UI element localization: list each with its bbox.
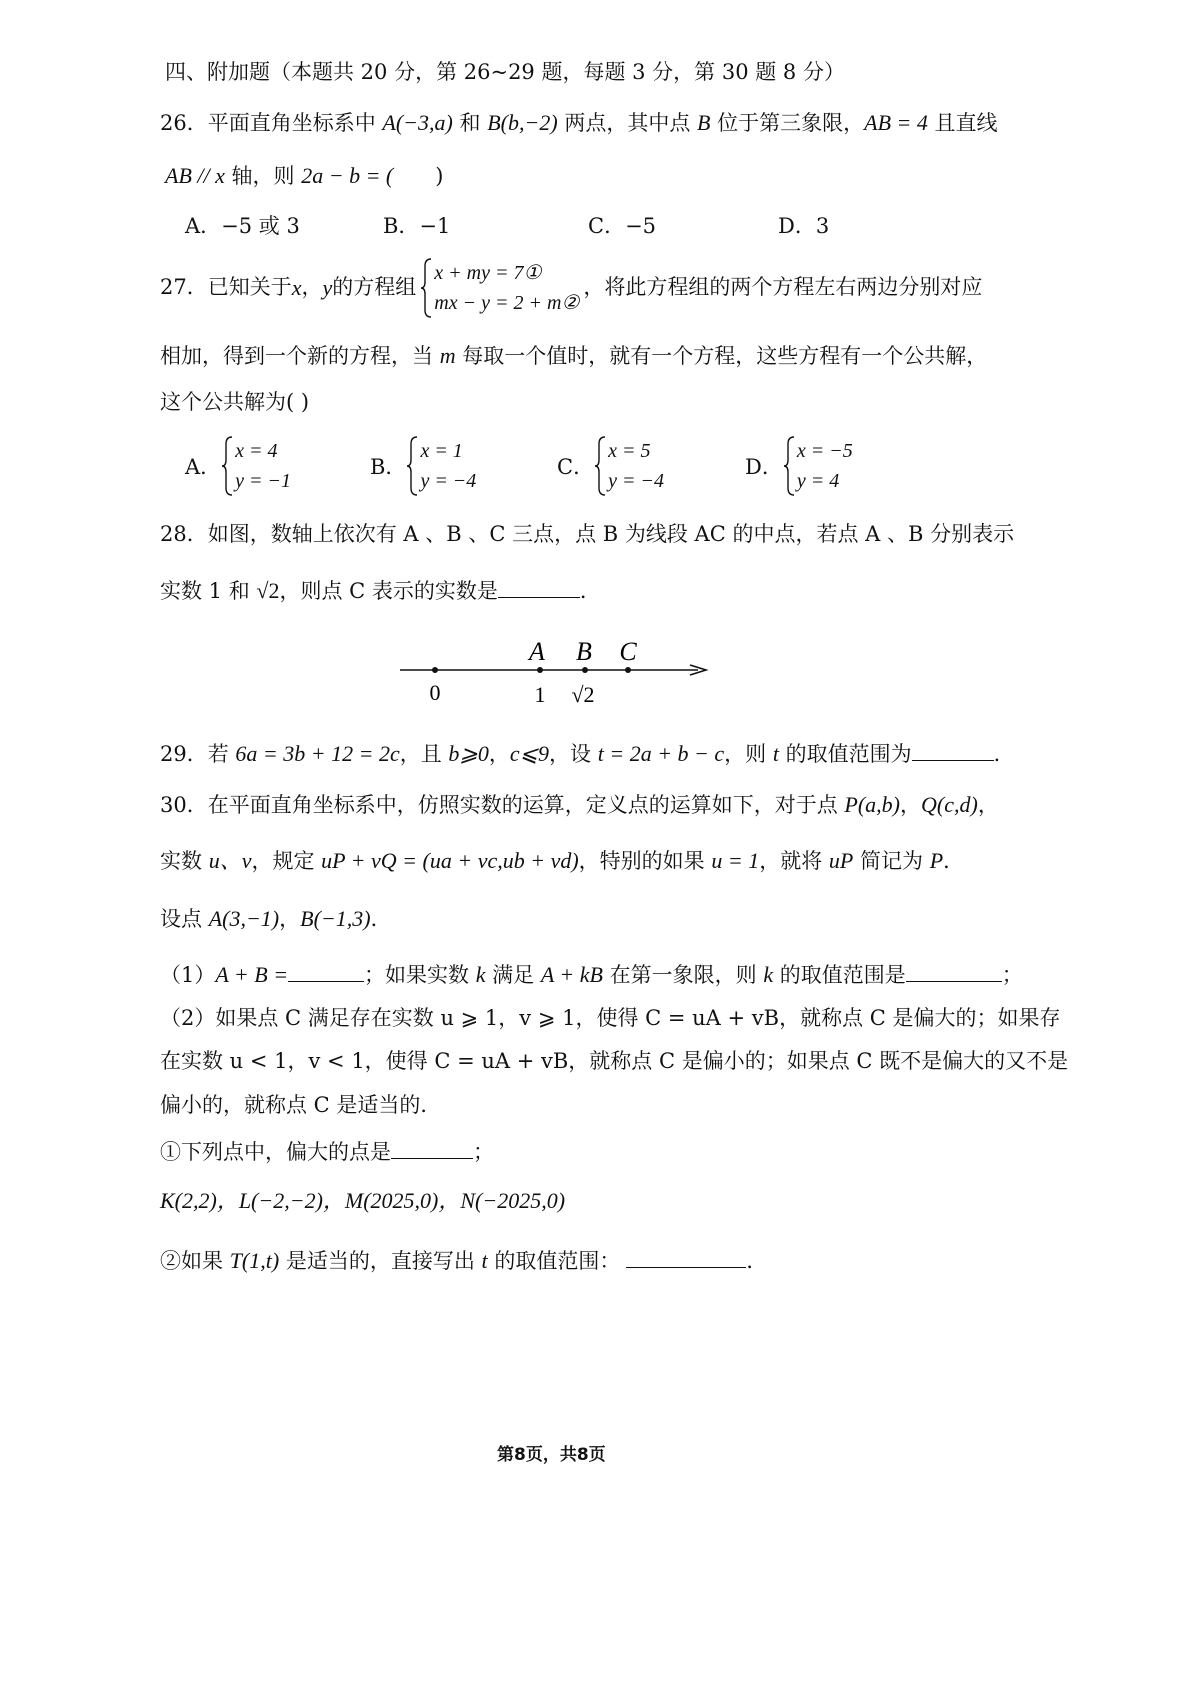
q28-answer-blank[interactable] (498, 596, 580, 598)
q26-line1 (160, 110, 998, 136)
brace-icon (406, 436, 418, 496)
tick-label-1: 1 (534, 682, 546, 707)
point-label-a: A (529, 637, 545, 666)
brace-icon (420, 258, 432, 318)
tick-label-sqrt2: √2 (571, 682, 595, 707)
q30-text-a: 30．在平面直角坐标系中，仿照实数的运算，定义点的运算如下，对于点 (160, 793, 845, 817)
q27-eq2: mx − y = 2 + m② (434, 292, 580, 314)
q26-option-a: A．−5 或 3 (185, 214, 300, 238)
q30-line3 (160, 906, 392, 932)
q27-option-b (370, 436, 476, 496)
q27-option-c-y: y = −4 (608, 470, 664, 492)
q27-option-b-label: B． (370, 455, 407, 479)
q30-part1-blank2[interactable] (906, 980, 1002, 982)
point-c (625, 667, 631, 673)
q30-text-b: ， (900, 793, 921, 817)
q30-text-j: 设点 (160, 907, 209, 931)
q27-y: y (322, 274, 333, 300)
q30-p: P(a,b) (844, 792, 900, 817)
q30-line2 (160, 848, 964, 874)
q30-u1: u = 1 (711, 848, 760, 873)
q27-option-b-y: y = −4 (420, 470, 477, 492)
q27-option-c (557, 436, 664, 496)
q27-option-c-system (594, 436, 664, 496)
q30-text-g: ，就将 (759, 849, 829, 873)
q26-line2 (165, 163, 443, 189)
q30-sub2 (160, 1248, 767, 1274)
q27-option-d-label: D． (745, 455, 783, 479)
q27-option-c-x: x = 5 (608, 440, 651, 462)
q30-rule: uP + vQ = (ua + vc,ub + vd) (321, 848, 579, 873)
q26-text-a: 26．平面直角坐标系中 (160, 111, 383, 135)
q29-line (160, 741, 1015, 767)
point-origin (432, 667, 438, 673)
q30-points-list: K(2,2)，L(−2,−2)，M(2025,0)，N(−2025,0) (160, 1188, 566, 1213)
q30-part1-text-b: ；如果实数 (364, 963, 476, 987)
q30-text-c: ， (977, 793, 999, 817)
q30-k: k (475, 962, 486, 987)
q26-b-label: B (697, 110, 711, 135)
q30-sub2-text-b: 是适当的，直接写出 (279, 1249, 482, 1273)
q26-point-b: B(b,−2) (487, 110, 558, 135)
q30-uv: u、v (208, 848, 252, 873)
q27-option-a-label: A． (185, 455, 222, 479)
q29-cond1: b⩾0 (448, 741, 489, 766)
q26-option-b: B．−1 (383, 214, 451, 238)
q29-text-e: ，则 (724, 742, 773, 766)
q30-sub1-blank[interactable] (391, 1157, 473, 1159)
q26-option-c: C．−5 (588, 214, 657, 238)
brace-icon (221, 436, 233, 496)
q30-t-point: T(1,t) (229, 1248, 280, 1273)
q27-option-d (745, 436, 853, 496)
q26-point-a: A(−3,a) (382, 110, 453, 135)
q30-sub2-end: ． (746, 1249, 768, 1273)
q30-q: Q(c,d) (921, 792, 978, 817)
point-b (582, 667, 588, 673)
q27-m: m (439, 343, 456, 368)
q28-sqrt2: √2 (256, 578, 280, 603)
q30-text-h: 简记为 (853, 849, 930, 873)
q29-eq: 6a = 3b + 12 = 2c (235, 741, 400, 766)
q30-t: t (481, 1248, 488, 1273)
section-heading: 四、附加题（本题共 20 分，第 26~29 题，每题 3 分，第 30 题 8 分） (165, 60, 845, 84)
q30-part2-line2: 在实数 u < 1，v < 1，使得 C = uA + vB，就称点 C 是偏小的；如果点 C 既不是偏大的又不是 (160, 1049, 1069, 1073)
q27-text-d: 相加，得到一个新的方程，当 (160, 344, 440, 368)
q27-system (420, 258, 579, 318)
q27-line1 (160, 258, 982, 318)
q30-sub2-blank[interactable] (626, 1266, 746, 1268)
q30-part1-text-e: 的取值范围是 (773, 963, 906, 987)
q27-option-d-x: x = −5 (796, 440, 853, 462)
q30-sub2-text-c: 的取值范围： (487, 1249, 621, 1273)
point-a (537, 667, 543, 673)
q26-text-c: 两点，其中点 (557, 111, 697, 135)
q27-eq1: x + my = 7① (434, 262, 542, 284)
q30-part1-blank1[interactable] (288, 980, 364, 982)
q27-option-a-x: x = 4 (235, 440, 278, 462)
q28-line1: 28．如图，数轴上依次有 A 、B 、C 三点，点 B 为线段 AC 的中点，若点 A 、B 分别表示 (160, 522, 1015, 546)
q30-line1 (160, 792, 999, 818)
q27-option-b-system (406, 436, 476, 496)
q29-text-d: ，设 (549, 742, 598, 766)
q29-text-c: ， (488, 742, 510, 766)
q30-part1-text-d: 在第一象限，则 (602, 963, 764, 987)
q30-point-a: A(3,−1) (208, 906, 280, 931)
q30-a-plus-b: A + B = (215, 962, 289, 987)
q26-close-paren: ) (435, 164, 444, 188)
q29-text-b: ，且 (399, 742, 449, 766)
q27-option-a-y: y = −1 (235, 470, 292, 492)
q30-text-f: ，特别的如果 (578, 849, 712, 873)
q27-text-c: ，将此方程组的两个方程左右两边分别对应 (583, 275, 983, 300)
page-footer: 第8页，共8页 (497, 1445, 606, 1465)
q30-part1-text-c: 满足 (485, 963, 541, 987)
q28-text-a: 实数 1 和 (160, 579, 257, 603)
q27-option-d-y: y = 4 (796, 470, 840, 492)
brace-icon (783, 436, 795, 496)
q30-a-plus-kb: A + kB (540, 962, 603, 987)
q29-text-a: 29．若 (160, 742, 236, 766)
q27-line2 (160, 343, 987, 369)
q27-line3: 这个公共解为( ) (160, 390, 310, 414)
q26-text-d: 位于第三象限， (710, 111, 865, 135)
q30-text-d: 实数 (160, 849, 209, 873)
q30-sub1-text: ①下列点中，偏大的点是 (160, 1140, 391, 1164)
q27-option-b-x: x = 1 (420, 440, 463, 462)
q29-t-def: t = 2a + b − c (597, 741, 725, 766)
q30-part1 (160, 962, 1023, 988)
q29-text-f: 的取值范围为 (778, 742, 912, 766)
point-label-c: C (619, 637, 637, 666)
q30-text-k: ， (279, 907, 301, 931)
q26-option-d: D．3 (778, 214, 830, 238)
point-label-b: B (576, 637, 592, 666)
q27-text-a: 27．已知关于 (160, 275, 292, 300)
q30-up: uP (828, 848, 854, 873)
q29-answer-blank[interactable] (912, 759, 994, 761)
tick-label-0: 0 (429, 680, 441, 705)
q26-text-e: 且直线 (927, 111, 998, 135)
q27-text-b: 的方程组 (332, 275, 417, 300)
q30-text-l: ． (370, 907, 392, 931)
q27-comma: ， (301, 275, 323, 300)
q28-text-c: ． (579, 579, 601, 603)
q30-part2-line1: （2）如果点 C 满足存在实数 u ⩾ 1，v ⩾ 1，使得 C = uA + vB，就称点 C 是偏大的；如果存 (160, 1006, 1061, 1030)
q27-option-a-system (221, 436, 291, 496)
q28-line2 (160, 578, 601, 604)
brace-icon (594, 436, 606, 496)
q30-text-i: ． (943, 849, 965, 873)
q30-sub1 (160, 1140, 494, 1165)
q29-cond2: c⩽9 (509, 741, 550, 766)
q29-t: t (772, 741, 779, 766)
q26-text-b: 和 (452, 111, 488, 135)
q30-P: P (929, 848, 944, 873)
q27-option-a (185, 436, 291, 496)
q27-option-d-system (783, 436, 853, 496)
q26-parallel: AB // x (165, 163, 225, 188)
q26-expr: 2a − b = ( (301, 163, 394, 188)
q27-text-e: 每取一个值时，就有一个方程，这些方程有一个公共解， (455, 344, 988, 368)
q30-text-e: ，规定 (251, 849, 322, 873)
q27-x: x (291, 274, 302, 300)
q26-text-f: 轴，则 (224, 164, 302, 188)
q30-part1-num: （1） (160, 963, 216, 987)
q27-option-c-label: C． (557, 455, 595, 479)
q30-point-b: B(−1,3) (300, 906, 371, 931)
q30-sub1-end: ； (473, 1140, 494, 1164)
q26-ab-eq: AB = 4 (864, 110, 928, 135)
q30-k2: k (763, 962, 774, 987)
q28-text-b: ，则点 C 表示的实数是 (279, 579, 498, 603)
number-line-figure (390, 630, 720, 720)
q30-part1-text-f: ； (1001, 963, 1023, 987)
q29-text-g: ． (993, 742, 1015, 766)
q30-sub2-text-a: ②如果 (160, 1249, 230, 1273)
q30-part2-line3: 偏小的，就称点 C 是适当的． (160, 1093, 442, 1117)
